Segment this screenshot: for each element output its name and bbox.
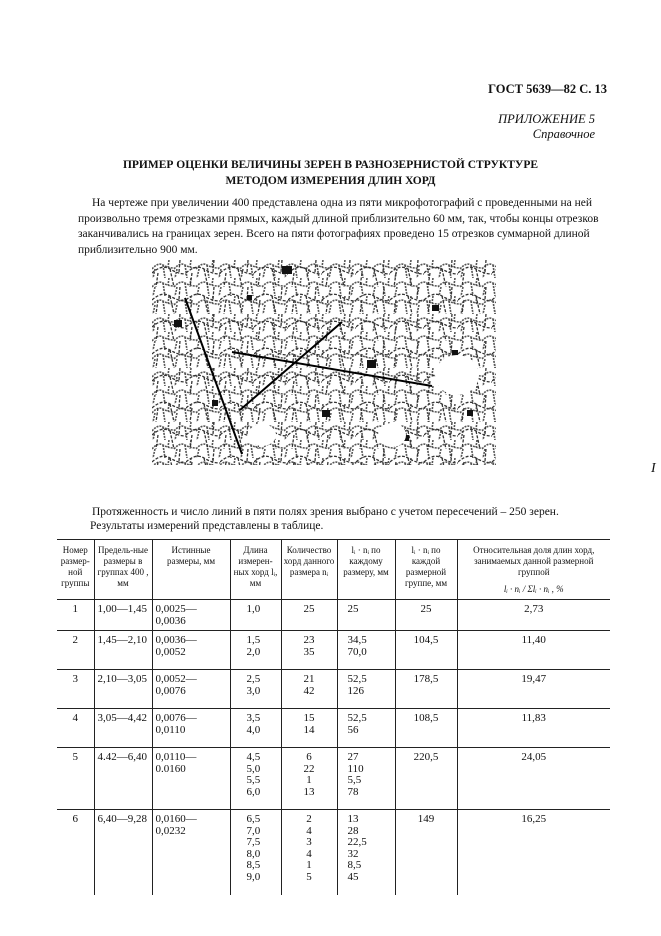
chord-count-value: 25 (303, 603, 315, 615)
chord-length-value: 7,0 (246, 824, 261, 837)
table-row (57, 709, 610, 748)
chord-count-value: 2 (306, 813, 312, 825)
per-size-value: 28 (347, 824, 359, 837)
chord-count (281, 670, 337, 709)
chord-length-value: 1,0 (246, 603, 261, 615)
per-size-value: 110 (347, 762, 364, 775)
limit-sizes: 3,05—4,42 (94, 709, 152, 748)
group-number: 6 (72, 813, 78, 825)
chord-length-value: 8,5 (246, 859, 261, 871)
chord-length (230, 709, 281, 748)
col-per-size: lᵢ · nᵢ по каждому размеру, мм (337, 539, 395, 600)
results-paragraph (92, 505, 602, 533)
chord-length (230, 600, 281, 631)
intro-line-1: На чертеже при увеличении 400 представлена одна из пяти микрофотографий с проведенными на ней (92, 197, 593, 209)
table-header-row (57, 539, 610, 600)
col-limit-sizes: Предель-ные размеры в группах 400 , мм (94, 539, 152, 600)
appendix-number: ПРИЛОЖЕНИЕ 5 (498, 112, 595, 126)
per-size (337, 600, 395, 631)
per-size-value: 22,5 (347, 836, 367, 848)
intro-paragraph (78, 196, 606, 258)
col-true-sizes: Истинные размеры, мм (152, 539, 230, 600)
chord-count (281, 748, 337, 810)
true-sizes: 0,0036—0,0052 (152, 631, 230, 670)
group-number: 5 (72, 751, 78, 763)
chord-count (281, 600, 337, 631)
table-row (57, 631, 610, 670)
chord-count-value: 4 (306, 847, 312, 860)
relative-share: 16,25 (457, 810, 610, 895)
chord-length-value: 4,0 (246, 723, 261, 736)
per-size-value: 8,5 (347, 859, 362, 871)
side-mark: I (651, 461, 656, 476)
true-sizes: 0,0076—0,0110 (152, 709, 230, 748)
group-number: 2 (72, 634, 78, 646)
chord-count-value: 23 (303, 634, 315, 646)
chord-count-value: 1 (306, 859, 312, 871)
true-sizes: 0,0025—0,0036 (152, 600, 230, 631)
chord-length-value: 7,5 (246, 836, 261, 848)
per-size-value: 45 (347, 870, 359, 883)
col-relative-share (457, 539, 610, 600)
chord-length-value: 6,0 (246, 785, 261, 798)
col-per-group: lᵢ · nᵢ по каждой размерной группе, мм (395, 539, 457, 600)
limit-sizes: 6,40—9,28 (94, 810, 152, 895)
chord-count-value: 35 (303, 645, 315, 658)
per-size (337, 810, 395, 895)
results-table (57, 539, 610, 895)
per-size-value: 126 (347, 684, 364, 697)
chord-count (281, 631, 337, 670)
limit-sizes: 1,45—2,10 (94, 631, 152, 670)
table-row (57, 810, 610, 895)
per-group: 104,5 (395, 631, 457, 670)
relative-share: 24,05 (457, 748, 610, 810)
chord-length (230, 670, 281, 709)
per-size-value: 5,5 (347, 774, 362, 786)
chord-count-value: 22 (303, 762, 315, 775)
chord-count-value: 42 (303, 684, 315, 697)
relative-share: 2,73 (457, 600, 610, 631)
limit-sizes: 2,10—3,05 (94, 670, 152, 709)
title-line-2: МЕТОДОМ ИЗМЕРЕНИЯ ДЛИН ХОРД (225, 175, 436, 187)
true-sizes: 0,0052—0,0076 (152, 670, 230, 709)
table-row (57, 748, 610, 810)
chord-length-value: 2,0 (246, 645, 261, 658)
group-number: 1 (72, 603, 78, 615)
col-chord-count: Количество хорд данного размера nᵢ (281, 539, 337, 600)
title-line-1: ПРИМЕР ОЦЕНКИ ВЕЛИЧИНЫ ЗЕРЕН В РАЗНОЗЕРНИСТОЙ СТРУКТУРЕ (122, 159, 539, 171)
chord-length-value: 9,0 (246, 870, 261, 883)
chord-length (230, 748, 281, 810)
true-sizes: 0,0160—0,0232 (152, 810, 230, 895)
per-group: 220,5 (395, 748, 457, 810)
per-size (337, 631, 395, 670)
chord-count-value: 5 (306, 870, 312, 883)
chord-count-value: 21 (303, 673, 315, 685)
per-size (337, 709, 395, 748)
intro-line-3: заканчивались на границах зерен. Всего на пяти фотографиях проведено 15 отрезков суммарной длиной (78, 228, 590, 240)
chord-length-value: 4,5 (246, 751, 261, 763)
true-sizes: 0,0110—0.0160 (152, 748, 230, 810)
chord-count-value: 4 (306, 824, 312, 837)
chord-length-value: 5,5 (246, 774, 261, 786)
relative-share-label: Относительная доля длин хорд, занимаемых данной размерной группой (473, 545, 595, 577)
chord-count-value: 14 (303, 723, 315, 736)
table-row (57, 600, 610, 631)
per-group: 25 (395, 600, 457, 631)
chord-count (281, 709, 337, 748)
per-group: 149 (395, 810, 457, 895)
relative-share: 19,47 (457, 670, 610, 709)
col-group-number: Номер размер-ной группы (60, 545, 90, 588)
per-size (337, 748, 395, 810)
group-number: 4 (72, 712, 78, 724)
limit-sizes: 1,00—1,45 (94, 600, 152, 631)
chord-length-value: 1,5 (246, 634, 261, 646)
per-size-value: 70,0 (347, 645, 367, 658)
per-size-value: 78 (347, 785, 359, 798)
relative-share: 11,83 (457, 709, 610, 748)
intro-line-4: приблизительно 900 мм. (78, 243, 198, 256)
relative-share: 11,40 (457, 631, 610, 670)
per-group: 178,5 (395, 670, 457, 709)
chord-length-value: 5,0 (246, 762, 261, 775)
results-line-2: Результаты измерений представлены в таблице. (90, 520, 324, 532)
per-size-value: 34,5 (347, 634, 367, 646)
chord-count-value: 3 (306, 836, 312, 848)
chord-length-value: 6,5 (246, 813, 261, 825)
appendix-label (498, 112, 595, 142)
chord-length-value: 2,5 (246, 673, 261, 685)
chord-count-value: 15 (303, 712, 315, 724)
per-size-value: 32 (347, 847, 359, 860)
col-chord-length: Длина измерен-ных хорд lᵢ, мм (230, 539, 281, 600)
intro-line-2: произвольно тремя отрезками прямых, каждый длиной приблизительно 60 мм, так, чтобы концы отрезков (78, 212, 599, 225)
per-size-value: 27 (347, 751, 359, 763)
micrograph-image (152, 260, 496, 465)
table-row (57, 670, 610, 709)
per-size-value: 52,5 (347, 712, 367, 724)
chord-length-value: 3,0 (246, 684, 261, 697)
limit-sizes: 4.42—6,40 (94, 748, 152, 810)
page-header: ГОСТ 5639—82 С. 13 (488, 82, 607, 96)
per-size-value: 56 (347, 723, 359, 736)
chord-length-value: 8,0 (246, 847, 261, 860)
chord-length (230, 631, 281, 670)
appendix-kind: Справочное (532, 127, 595, 141)
chord-count-value: 1 (306, 774, 312, 786)
chord-length-value: 3,5 (246, 712, 261, 724)
chord-count (281, 810, 337, 895)
group-number: 3 (72, 673, 78, 685)
results-line-1: Протяженность и число линий в пяти полях зрения выбрано с учетом пересечений – 250 зерен. (92, 506, 559, 518)
chord-length (230, 810, 281, 895)
per-size (337, 670, 395, 709)
per-size-value: 52,5 (347, 673, 367, 685)
per-size-value: 13 (347, 813, 359, 825)
chord-count-value: 13 (303, 785, 315, 798)
per-group: 108,5 (395, 709, 457, 748)
section-title (0, 157, 661, 189)
chord-count-value: 6 (306, 751, 312, 763)
per-size-value: 25 (347, 603, 359, 615)
relative-share-formula: lᵢ · nᵢ / Σlᵢ · nᵢ , % (503, 584, 564, 594)
